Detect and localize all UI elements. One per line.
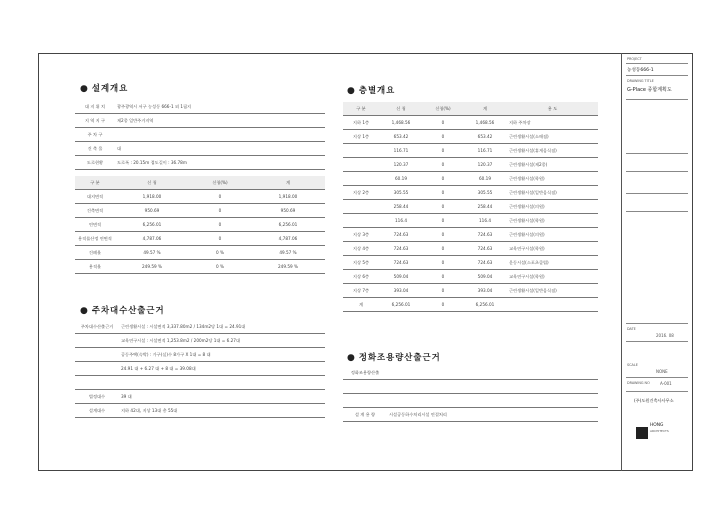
cell: 1,918.00 <box>251 190 325 204</box>
cell: 근린생활시설(소매점) <box>507 130 598 144</box>
row-label: 대 지 위 치 <box>75 100 115 114</box>
cell: 지상 7층 <box>343 284 379 298</box>
cell <box>507 298 598 312</box>
cell: 0 <box>423 186 463 200</box>
row-label: 도로현황 <box>75 156 115 170</box>
table-row <box>343 200 598 214</box>
col-header: 구 분 <box>75 176 115 190</box>
cell: 116.71 <box>463 144 507 158</box>
cell-unit: % <box>158 264 162 269</box>
cell: 건축면적 <box>75 204 115 218</box>
table-row <box>75 142 325 156</box>
cell: 950.69 <box>115 204 189 218</box>
table-row <box>343 130 598 144</box>
cell: 0 <box>189 218 251 232</box>
tb-logo-text: HONG <box>650 423 664 428</box>
tb-line <box>626 391 688 392</box>
table-row <box>75 362 325 376</box>
cell: 60.19 <box>463 172 507 186</box>
cell: 509.04 <box>379 270 423 284</box>
row-label: 주차대수산출근거 <box>75 320 119 334</box>
cell: 교육연구시설(학원) <box>507 270 598 284</box>
cell: 0 <box>423 242 463 256</box>
cell-value: 0 <box>216 264 219 269</box>
cell-unit: % <box>294 264 298 269</box>
cell-unit: % <box>220 264 224 269</box>
row-label: 건 축 물 <box>75 142 115 156</box>
cell: 운동시설(스포츠클럽) <box>507 256 598 270</box>
cell: 지하 주차장 <box>507 116 598 130</box>
purification-title: 정화조용량산출근거 <box>358 352 441 362</box>
cell: 용적율 <box>75 260 115 274</box>
table-row <box>75 156 325 170</box>
col-header: 계 <box>251 176 325 190</box>
bullet-icon: ● <box>347 86 356 96</box>
cell: 계 <box>343 298 379 312</box>
cell <box>115 246 189 260</box>
row-value: 39 대 <box>119 390 325 404</box>
tb-line <box>626 75 688 76</box>
row-value <box>115 128 325 142</box>
cell: 근린생활시설(일반음식점) <box>507 284 598 298</box>
table-row <box>343 256 598 270</box>
table-row <box>343 394 598 408</box>
table-row <box>343 116 598 130</box>
row-value: 제2종 일반주거지역 <box>115 114 325 128</box>
parking-line: 교육연구시설 : 시설면적 1,253.8m2 / 200m2당 1대 = 6.27대 <box>119 334 325 348</box>
parking-line: 24.91 대 + 6.27 대 + 8 대 = 39.08대 <box>119 362 325 376</box>
tb-line <box>626 99 688 100</box>
cell: 305.55 <box>379 186 423 200</box>
cell: 1,468.56 <box>463 116 507 130</box>
cell-unit: % <box>292 250 297 255</box>
col-header: 용 도 <box>507 102 598 116</box>
cell <box>115 260 189 274</box>
tb-date: 2016. 08 <box>656 333 674 338</box>
cell: 근린생활시설(의원) <box>507 200 598 214</box>
col-header: 구 분 <box>343 102 379 116</box>
cell-value: 0 <box>216 250 219 255</box>
cell: 6,256.01 <box>251 218 325 232</box>
parking-line: 근린생활시설 : 시설면적 3,337.80m2 / 134m2당 1대 = 24.91대 <box>119 320 325 334</box>
table-header-row <box>343 102 598 116</box>
col-header: 신 청 <box>115 176 189 190</box>
cell: 0 <box>423 298 463 312</box>
cell: 258.44 <box>463 200 507 214</box>
parking-line: 공동주택(숙박) : 가구(실)수 8가구 X 1대 = 8 대 <box>119 348 325 362</box>
cell: 60.19 <box>379 172 423 186</box>
table-row <box>343 408 598 422</box>
tb-firm: (주)도원건축사사무소 <box>634 398 674 403</box>
table-row <box>75 218 325 232</box>
table-row <box>343 366 598 380</box>
table-row <box>75 114 325 128</box>
cell: 724.63 <box>463 256 507 270</box>
cell: 0 <box>189 190 251 204</box>
table-row <box>75 376 325 390</box>
floor-overview-heading <box>347 84 395 96</box>
cell: 지상 2층 <box>343 186 379 200</box>
col-header: 신 청 <box>379 102 423 116</box>
cell-unit: % <box>156 250 161 255</box>
cell: 0 <box>423 270 463 284</box>
firm-logo <box>636 427 648 439</box>
cell: 509.04 <box>463 270 507 284</box>
cell: 0 <box>423 284 463 298</box>
table-row <box>343 284 598 298</box>
cell <box>189 260 251 274</box>
tb-drawing-no-label: DRAWING NO <box>627 381 650 385</box>
parking-heading <box>80 304 165 316</box>
cell: 0 <box>423 256 463 270</box>
cell <box>343 172 379 186</box>
cell: 지상 5층 <box>343 256 379 270</box>
tb-line <box>626 323 688 324</box>
design-overview-table <box>75 100 325 170</box>
cell: 지상 6층 <box>343 270 379 284</box>
cell: 0 <box>423 116 463 130</box>
cell <box>189 246 251 260</box>
cell: 지하 1층 <box>343 116 379 130</box>
cell: 근린생활시설(일반음식점) <box>507 186 598 200</box>
purification-heading <box>347 351 441 363</box>
row-label: 정화조용량산출 <box>343 366 387 380</box>
cell: 용적률산정 연면적 <box>75 232 115 246</box>
table-row <box>75 246 325 260</box>
cell: 대지면적 <box>75 190 115 204</box>
bullet-icon: ● <box>80 306 89 316</box>
cell: 지상 4층 <box>343 242 379 256</box>
title-block <box>622 53 693 471</box>
bullet-icon: ● <box>80 84 89 94</box>
cell: 근린생활시설(학원) <box>507 172 598 186</box>
cell: 950.69 <box>251 204 325 218</box>
parking-table <box>75 320 325 418</box>
cell <box>251 246 325 260</box>
cell: 1,918.00 <box>115 190 189 204</box>
cell: 0 <box>423 158 463 172</box>
cell: 116.71 <box>379 144 423 158</box>
tb-date-label: DATE <box>627 327 636 331</box>
cell: 지상 3층 <box>343 228 379 242</box>
cell-value: 49.57 <box>279 250 292 255</box>
cell <box>343 158 379 172</box>
table-row <box>343 144 598 158</box>
table-header-row <box>75 176 325 190</box>
table-row <box>343 214 598 228</box>
cell: 393.04 <box>379 284 423 298</box>
design-overview-title: 설계개요 <box>91 83 129 93</box>
area-table <box>75 176 325 274</box>
cell: 지상 1층 <box>343 130 379 144</box>
cell <box>251 260 325 274</box>
cell: 393.04 <box>463 284 507 298</box>
table-row <box>75 390 325 404</box>
row-value: 도로폭 : 20.15m 접도길이 : 36.78m <box>115 156 325 170</box>
table-row <box>343 228 598 242</box>
cell: 0 <box>423 200 463 214</box>
tb-drawing-title: G-Place 종합계획도 <box>627 87 672 93</box>
col-header: 신청(%) <box>423 102 463 116</box>
tb-project-title: 농성동666-1 <box>627 68 654 73</box>
cell: 4,787.06 <box>115 232 189 246</box>
floor-overview-title: 층별개요 <box>358 85 396 95</box>
cell: 1,468.56 <box>379 116 423 130</box>
row-label: 지 역 지 구 <box>75 114 115 128</box>
table-row <box>75 232 325 246</box>
tb-scale: NONE <box>656 369 668 374</box>
row-label: 설계대수 <box>75 404 119 418</box>
cell: 724.63 <box>379 256 423 270</box>
tb-scale-label: SCALE <box>627 363 638 367</box>
tb-line <box>626 341 688 342</box>
cell: 724.63 <box>379 242 423 256</box>
col-header: 신청(%) <box>189 176 251 190</box>
tb-drawing-title-label: DRAWING TITLE <box>627 79 654 83</box>
cell: 근린생활시설(학원) <box>507 214 598 228</box>
tb-logo-sub: ARCHITECTS <box>650 429 669 433</box>
cell: 305.55 <box>463 186 507 200</box>
table-row <box>343 298 598 312</box>
table-row <box>75 190 325 204</box>
cell: 0 <box>423 172 463 186</box>
cell: 6,256.01 <box>463 298 507 312</box>
cell: 116.4 <box>379 214 423 228</box>
cell: 0 <box>423 130 463 144</box>
row-value <box>387 366 598 380</box>
table-row <box>75 204 325 218</box>
row-label: 법정대수 <box>75 390 119 404</box>
purification-table <box>343 366 598 422</box>
cell: 0 <box>423 144 463 158</box>
cell: 120.37 <box>463 158 507 172</box>
tb-line <box>626 193 688 194</box>
tb-line <box>626 377 688 378</box>
cell <box>343 200 379 214</box>
tb-drawing-no: A-001 <box>660 381 672 386</box>
bullet-icon: ● <box>347 353 356 363</box>
table-row <box>75 348 325 362</box>
table-row <box>75 100 325 114</box>
cell: 724.63 <box>379 228 423 242</box>
table-row <box>343 158 598 172</box>
tb-line <box>626 153 688 154</box>
cell: 근린생활시설(제2종) <box>507 158 598 172</box>
cell-value: 49.57 <box>143 250 156 255</box>
cell: 116.4 <box>463 214 507 228</box>
table-row <box>75 260 325 274</box>
cell-unit: % <box>220 250 224 255</box>
cell: 6,256.01 <box>115 218 189 232</box>
row-value: 시설공동하수처리시설 연결처리 <box>387 408 598 422</box>
cell: 교육연구시설(학원) <box>507 242 598 256</box>
row-value: 광주광역시 서구 농성동 666-1 외 1필지 <box>115 100 325 114</box>
cell: 6,256.01 <box>379 298 423 312</box>
table-row <box>343 172 598 186</box>
cell: 연면적 <box>75 218 115 232</box>
cell <box>343 144 379 158</box>
tb-project: PROJECT <box>627 57 642 61</box>
table-row <box>343 380 598 394</box>
cell: 근린생활시설(휴게음식점) <box>507 144 598 158</box>
floor-table <box>343 102 598 312</box>
row-label: 설 계 용 량 <box>343 408 387 422</box>
cell: 258.44 <box>379 200 423 214</box>
cell: 0 <box>423 214 463 228</box>
row-value: 대 <box>115 142 325 156</box>
cell: 653.42 <box>379 130 423 144</box>
cell: 0 <box>189 232 251 246</box>
table-row <box>343 186 598 200</box>
table-row <box>75 128 325 142</box>
design-overview-heading <box>80 82 128 94</box>
row-label: 주 차 구 <box>75 128 115 142</box>
cell <box>343 214 379 228</box>
parking-title: 주차대수산출근거 <box>91 305 165 315</box>
cell: 근린생활시설(의원) <box>507 228 598 242</box>
table-row <box>75 334 325 348</box>
cell: 건폐율 <box>75 246 115 260</box>
table-row <box>343 270 598 284</box>
cell: 724.63 <box>463 242 507 256</box>
col-header: 계 <box>463 102 507 116</box>
tb-line <box>626 63 688 64</box>
cell: 4,787.06 <box>251 232 325 246</box>
cell: 724.63 <box>463 228 507 242</box>
cell-value: 249.59 <box>142 264 157 269</box>
cell: 120.37 <box>379 158 423 172</box>
table-row <box>343 242 598 256</box>
cell-value: 249.59 <box>278 264 293 269</box>
tb-line <box>626 171 688 172</box>
cell: 653.42 <box>463 130 507 144</box>
row-value: 지하 42대, 지상 13대 총 55대 <box>119 404 325 418</box>
cell: 0 <box>423 228 463 242</box>
table-row <box>75 404 325 418</box>
table-row <box>75 320 325 334</box>
cell: 0 <box>189 204 251 218</box>
tb-line <box>626 211 688 212</box>
